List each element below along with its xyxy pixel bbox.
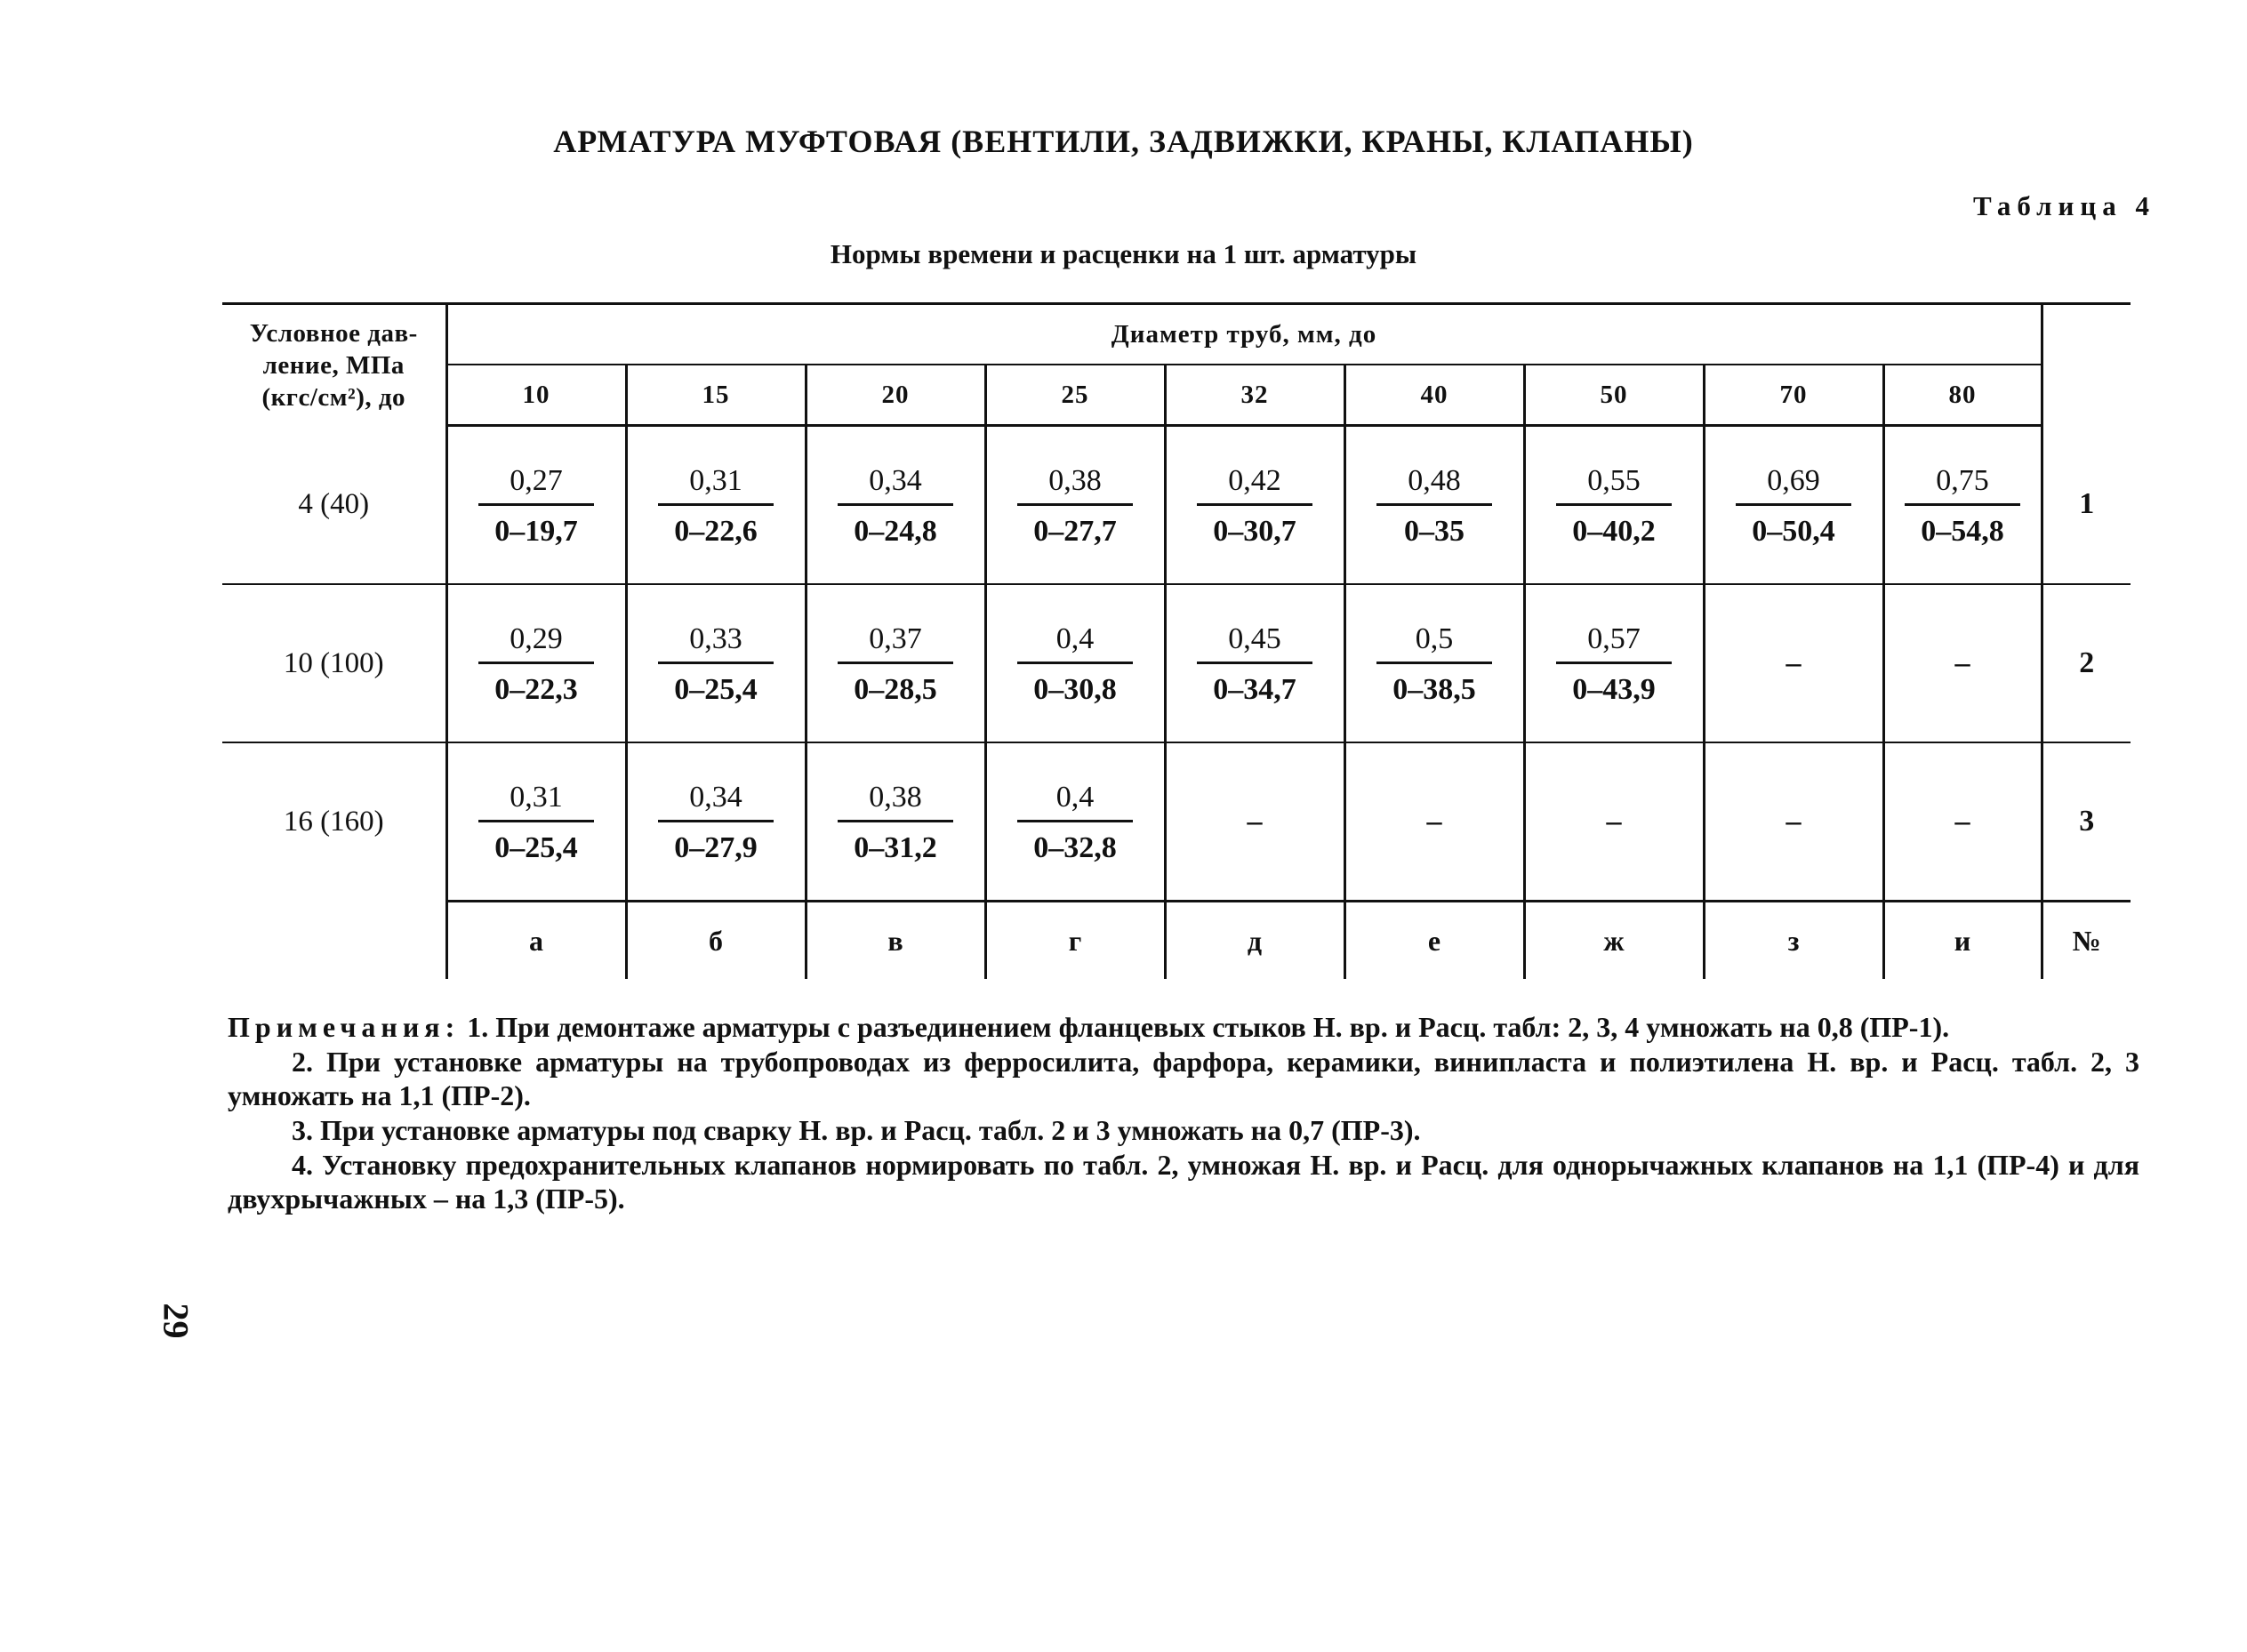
empty-dash-cell: – [1883,584,2042,742]
norm-price-fraction [1017,621,1133,707]
diameter-value: 50 [1524,365,1704,426]
price-rate: 0–34,7 [1213,672,1296,706]
norm-price-fraction [838,621,953,707]
norm-price-cell [1524,584,1704,742]
price-rate: 0–54,8 [1921,514,2004,548]
price-rate: 0–35 [1404,514,1465,548]
norm-price-cell [1165,426,1344,585]
note-item: 3. При установке арматуры под сварку Н. вр. и Расц. табл. 2 и 3 умножать на 0,7 (ПР-3). [292,1114,1421,1146]
price-rate: 0–27,9 [674,830,758,864]
norm-price-cell [1524,426,1704,585]
param-header-line: ление, МПа [262,350,405,380]
norm-price-fraction [1376,462,1492,549]
header-row-diameter-values [222,365,2131,426]
diameter-value: 15 [626,365,806,426]
time-norm: 0,31 [658,462,774,506]
norms-table [222,302,2131,979]
norm-price-fraction [658,462,774,549]
diameter-value: 40 [1344,365,1524,426]
norm-price-fraction [1556,621,1672,707]
price-rate: 0–30,8 [1033,672,1117,706]
column-letters-row [222,902,2131,980]
notes-heading: Примечания: [228,1011,461,1043]
column-letter: и [1883,902,2042,980]
letters-row-blank [222,902,446,980]
price-rate: 0–31,2 [854,830,937,864]
norm-price-fraction [658,779,774,865]
empty-dash-cell: – [1165,742,1344,902]
pressure-cell: 16 (160) [222,742,446,902]
param-header [222,304,446,426]
norm-price-fraction [478,462,594,549]
time-norm: 0,45 [1197,621,1312,664]
note-item: 2. При установке арматуры на трубопроводах из ферросилита, фарфора, керамики, винипласта и полиэтилена Н. вр. и Расц. табл. 2, 3 умножать на 1,1 (ПР-2). [228,1046,2139,1111]
diameter-value: 25 [985,365,1165,426]
pressure-cell: 4 (40) [222,426,446,585]
row-number: 1 [2042,426,2131,585]
time-norm: 0,34 [838,462,953,506]
price-rate: 0–25,4 [674,672,758,706]
diameter-value: 70 [1704,365,1883,426]
norm-price-cell [1165,584,1344,742]
norm-price-cell [1704,426,1883,585]
time-norm: 0,4 [1017,779,1133,822]
column-letter: д [1165,902,1344,980]
number-label: № [2042,902,2131,980]
price-rate: 0–38,5 [1392,672,1476,706]
time-norm: 0,34 [658,779,774,822]
price-rate: 0–27,7 [1033,514,1117,548]
norm-price-fraction [838,462,953,549]
table-row [222,742,2131,902]
price-rate: 0–30,7 [1213,514,1296,548]
pressure-cell: 10 (100) [222,584,446,742]
time-norm: 0,38 [1017,462,1133,506]
empty-dash-cell: – [1704,584,1883,742]
diameter-value: 80 [1883,365,2042,426]
norm-price-fraction [1556,462,1672,549]
norm-price-cell [985,742,1165,902]
page-number: 29 [156,1303,197,1339]
diameter-header: Диаметр труб, мм, до [446,304,2042,365]
notes [228,1010,2139,1216]
data-rows [222,426,2131,902]
price-rate: 0–22,3 [494,672,578,706]
diameter-value: 20 [806,365,985,426]
diameter-value: 32 [1165,365,1344,426]
diameter-value: 10 [446,365,626,426]
time-norm: 0,5 [1376,621,1492,664]
column-letter: а [446,902,626,980]
norm-price-fraction [1197,462,1312,549]
column-letter: б [626,902,806,980]
param-header-line: (кгс/см²), до [261,382,406,412]
section-title: АРМАТУРА МУФТОВАЯ (ВЕНТИЛИ, ЗАДВИЖКИ, КРАНЫ, КЛАПАНЫ) [553,124,1694,159]
note-item: 4. Установку предохранительных клапанов нормировать по табл. 2, умножая Н. вр. и Расц. для однорычажных клапанов на 1,1 (ПР-4) и для двухрычажных – на 1,3 (ПР-5). [228,1149,2139,1215]
note-item: 1. При демонтаже арматуры с разъединением фланцевых стыков Н. вр. и Расц. табл: 2, 3, 4 умножать на 0,8 (ПР-1). [467,1011,1950,1043]
column-letter: з [1704,902,1883,980]
table-label: Таблица 4 [1973,190,2155,221]
table-row [222,426,2131,585]
price-rate: 0–25,4 [494,830,578,864]
empty-dash-cell: – [1883,742,2042,902]
norm-price-cell [985,426,1165,585]
param-header-line: Условное дав- [249,318,418,348]
norm-price-fraction [1197,621,1312,707]
norm-price-cell [626,584,806,742]
time-norm: 0,31 [478,779,594,822]
norm-price-cell [446,426,626,585]
empty-dash-cell: – [1344,742,1524,902]
price-rate: 0–28,5 [854,672,937,706]
time-norm: 0,29 [478,621,594,664]
norm-price-cell [626,742,806,902]
table-caption: Нормы времени и расценки на 1 шт. арматуры [830,238,1417,269]
time-norm: 0,42 [1197,462,1312,506]
norm-price-fraction [1736,462,1851,549]
norm-price-fraction [838,779,953,865]
norm-price-cell [1883,426,2042,585]
empty-dash-cell: – [1704,742,1883,902]
norm-price-cell [806,742,985,902]
norm-price-fraction [478,621,594,707]
norm-price-fraction [1017,462,1133,549]
norm-price-cell [806,426,985,585]
empty-dash-cell: – [1524,742,1704,902]
time-norm: 0,33 [658,621,774,664]
price-rate: 0–40,2 [1572,514,1656,548]
norm-price-fraction [658,621,774,707]
column-letter: в [806,902,985,980]
price-rate: 0–24,8 [854,514,937,548]
time-norm: 0,27 [478,462,594,506]
norm-price-cell [806,584,985,742]
time-norm: 0,48 [1376,462,1492,506]
table-row [222,584,2131,742]
time-norm: 0,57 [1556,621,1672,664]
norm-price-cell [446,584,626,742]
row-number: 2 [2042,584,2131,742]
norm-price-fraction [1376,621,1492,707]
number-header-blank [2042,304,2131,426]
time-norm: 0,75 [1905,462,2020,506]
header-row-diameter [222,304,2131,365]
price-rate: 0–32,8 [1033,830,1117,864]
norm-price-cell [446,742,626,902]
column-letter: г [985,902,1165,980]
price-rate: 0–22,6 [674,514,758,548]
price-rate: 0–19,7 [494,514,578,548]
norm-price-fraction [1017,779,1133,865]
norm-price-cell [1344,426,1524,585]
time-norm: 0,4 [1017,621,1133,664]
norm-price-fraction [1905,462,2020,549]
norm-price-cell [1344,584,1524,742]
time-norm: 0,37 [838,621,953,664]
row-number: 3 [2042,742,2131,902]
column-letter: ж [1524,902,1704,980]
price-rate: 0–43,9 [1572,672,1656,706]
column-letter: е [1344,902,1524,980]
norm-price-cell [985,584,1165,742]
norm-price-fraction [478,779,594,865]
norm-price-cell [626,426,806,585]
time-norm: 0,69 [1736,462,1851,506]
price-rate: 0–50,4 [1752,514,1835,548]
time-norm: 0,55 [1556,462,1672,506]
time-norm: 0,38 [838,779,953,822]
